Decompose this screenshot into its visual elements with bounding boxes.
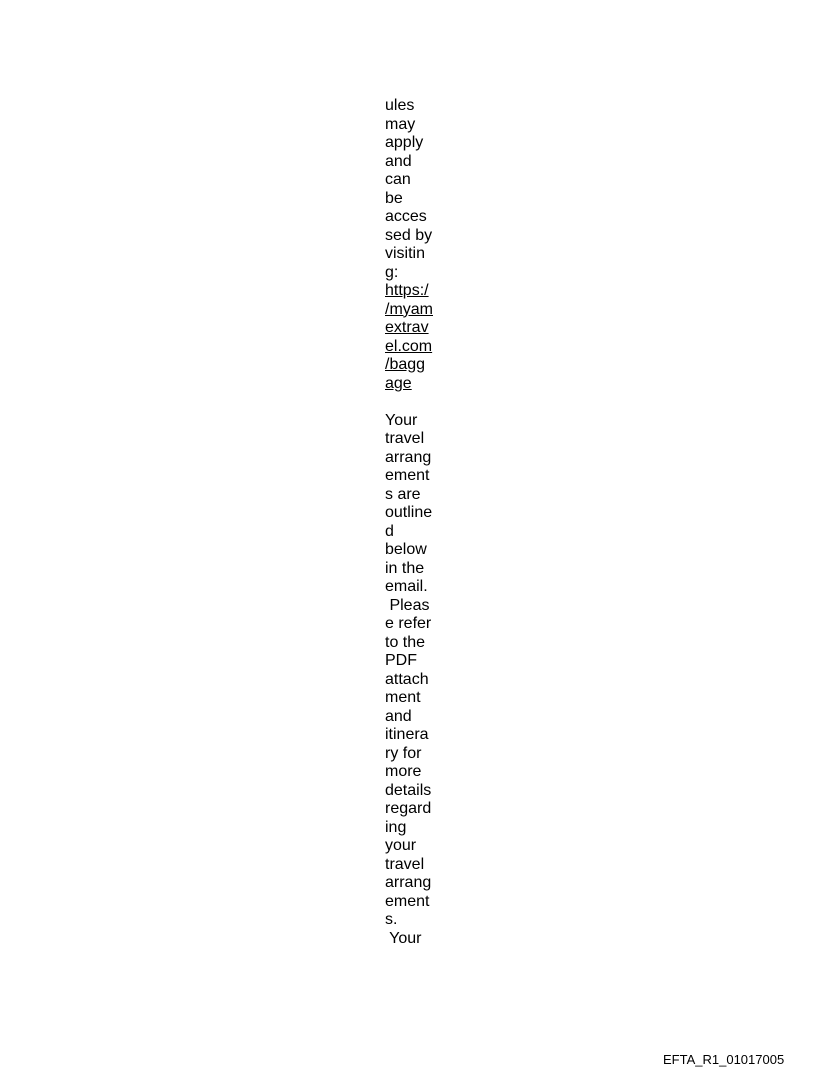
text-line: ement [385, 467, 430, 484]
text-line: Your [385, 411, 418, 429]
text-line: ement [385, 892, 430, 910]
text-line: e refer [385, 615, 432, 632]
text-line: email. [385, 578, 428, 595]
text-line: travel [385, 430, 425, 447]
link-text-line[interactable]: age [385, 374, 412, 392]
bates-number-label: EFTA_R1_01017005 [663, 1052, 785, 1067]
text-line: outline [385, 504, 433, 521]
text-line: arrang [385, 874, 432, 891]
baggage-url-link[interactable] [385, 282, 441, 393]
text-line: visitin [385, 245, 426, 262]
link-text-line[interactable]: https:/ [385, 282, 429, 299]
text-line: and [385, 707, 412, 725]
paragraph-1 [385, 97, 441, 282]
text-line: your [385, 837, 417, 854]
text-line: apply [385, 134, 424, 151]
text-line: itinera [385, 726, 429, 743]
text-line: to the [385, 633, 426, 651]
link-text-line[interactable]: /myam [385, 300, 433, 318]
text-line: s are [385, 485, 421, 503]
text-line: s. [385, 911, 398, 928]
link-text-line[interactable]: /bagg [385, 356, 426, 373]
text-line: PDF [385, 652, 417, 669]
text-line: details [385, 781, 432, 799]
text-line: attach [385, 670, 429, 688]
text-line: more [385, 763, 422, 780]
text-line: d [385, 522, 394, 540]
text-line: below [385, 541, 427, 558]
text-line: may [385, 115, 416, 133]
text-line: Your [385, 929, 422, 947]
text-line: ing [385, 818, 407, 836]
link-text-line[interactable]: extrav [385, 319, 429, 336]
text-line: g: [385, 263, 399, 281]
text-line: arrang [385, 448, 432, 466]
text-line: and [385, 152, 412, 170]
text-line: ry for [385, 744, 422, 762]
text-line: sed by [385, 226, 433, 244]
text-line: regard [385, 800, 432, 817]
text-line: acces [385, 208, 427, 225]
text-line: can [385, 171, 411, 188]
text-line: travel [385, 855, 425, 873]
text-line: be [385, 189, 403, 207]
body-text-column [385, 97, 441, 948]
text-line: Pleas [385, 596, 430, 614]
text-line: ules [385, 97, 415, 114]
paragraph-spacer [385, 393, 441, 412]
text-line: in the [385, 559, 425, 577]
link-text-line[interactable]: el.com [385, 337, 433, 355]
text-line: ment [385, 689, 421, 706]
paragraph-2 [385, 412, 441, 949]
